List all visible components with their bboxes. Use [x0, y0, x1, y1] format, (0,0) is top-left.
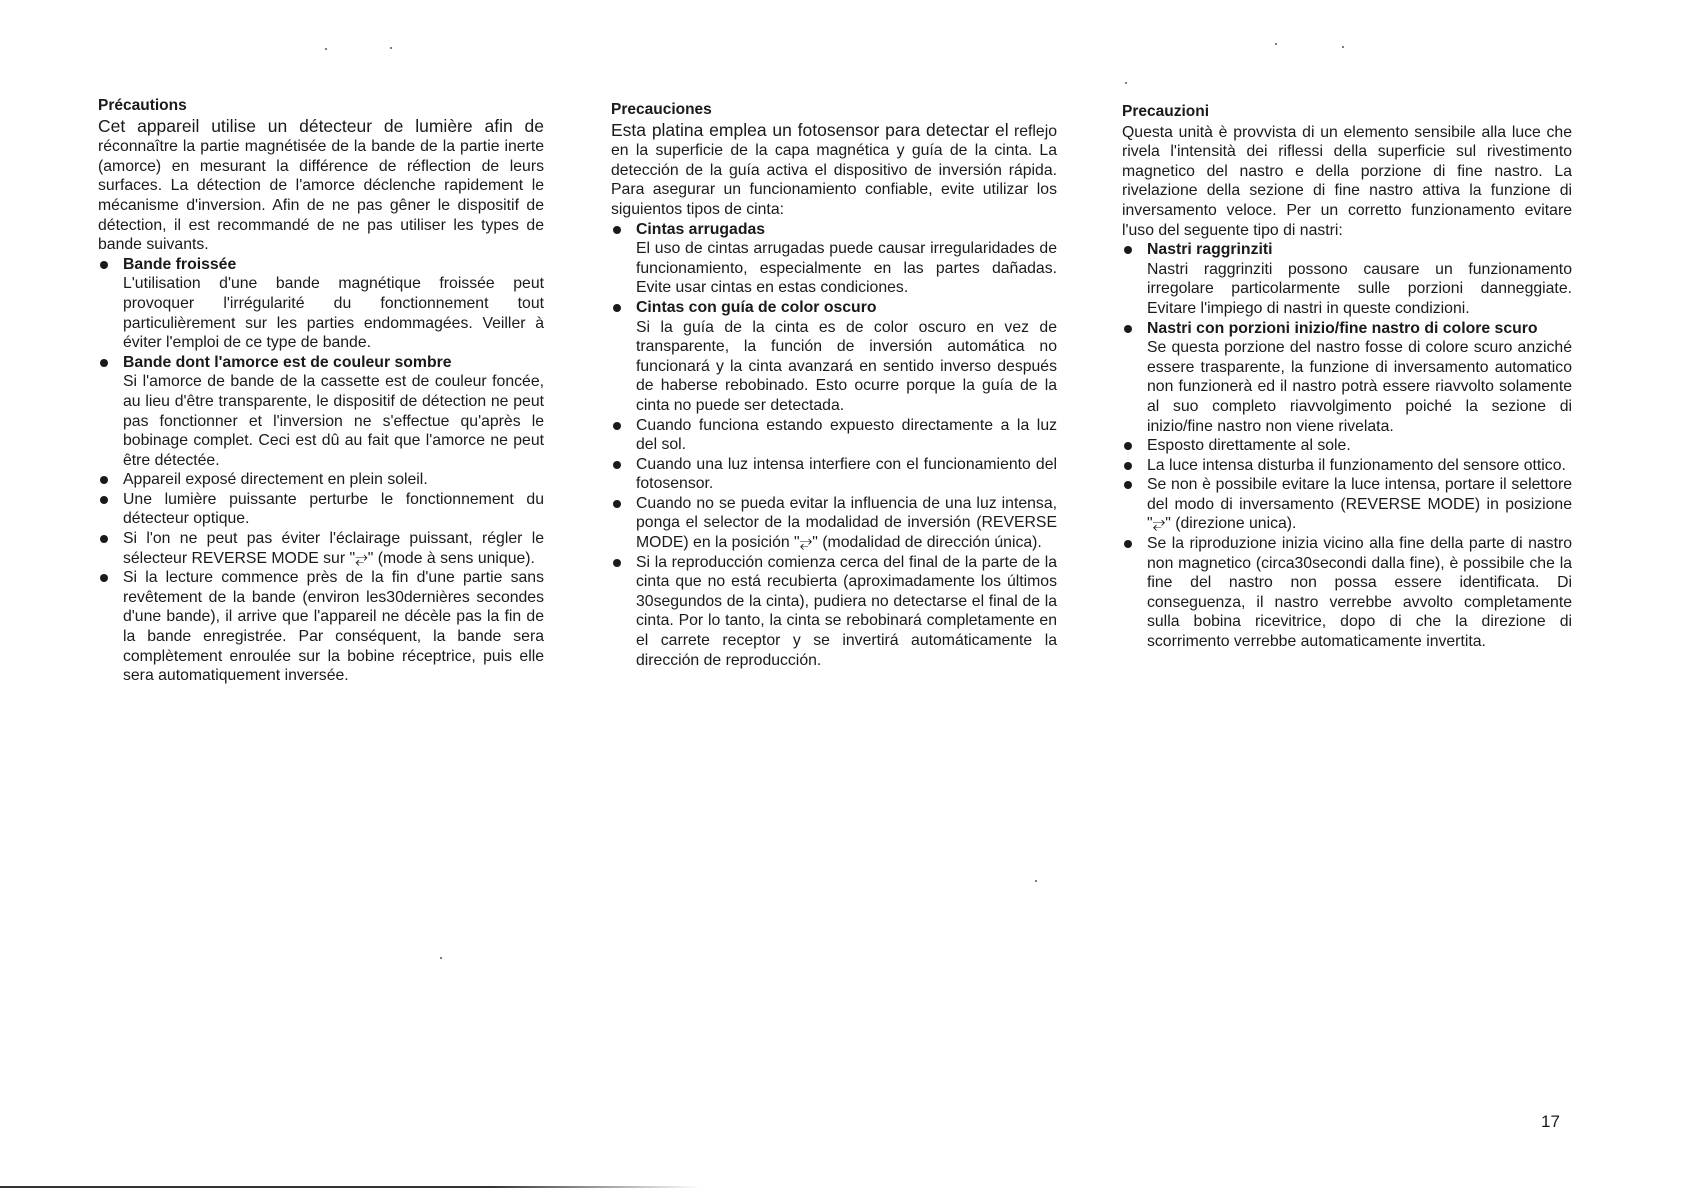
scan-speck — [390, 47, 392, 49]
column-italian — [1122, 102, 1572, 652]
item-text: Cuando no se pueda evitar la influencia de una luz intensa, ponga el selector de la modalidad de inversión (REVERSE MODE) en la posición "⥂" (modalidad de dirección única). — [636, 494, 1057, 552]
bullet-icon — [1124, 246, 1132, 254]
item-text: Se non è possibile evitare la luce intensa, portare il selettore del modo di inversamento (REVERSE MODE) in posizione "⥂" (direzione unica). — [1147, 476, 1572, 533]
list-item — [98, 470, 544, 490]
scan-speck — [325, 48, 327, 50]
bullet-icon — [613, 422, 621, 430]
intro-text: réconnaître la partie magnétisée de la bande de la partie inerte (amorce) en mesurant la différence de réflection de leurs surfaces. La détection de l'amorce déclenche rapidement le mécanisme d'inversion. Afin de ne pas gêner le dispositif de détection, il est recommandé de ne pas utiliser les types de bande suivants. — [98, 138, 544, 254]
item-text: Si l'amorce de bande de la cassette est de couleur foncée, au lieu d'être transparente, le dispositif de détection ne peut pas fonctionner et l'inversion ne s'effectue qu'après le bobinage complet. Ceci est dû au fait que l'amorce ne peut être détectée. — [123, 373, 544, 469]
intro-paragraph — [611, 121, 1057, 220]
section-heading: Precauciones — [611, 101, 712, 118]
list-item — [611, 455, 1057, 494]
list-item — [98, 529, 544, 568]
list-item — [1122, 475, 1572, 534]
intro-paragraph — [1122, 123, 1572, 241]
bullet-icon — [1124, 462, 1132, 470]
list-item — [1122, 240, 1572, 318]
list-item — [1122, 534, 1572, 652]
precaution-list — [1122, 240, 1572, 651]
scan-speck — [1035, 880, 1037, 882]
item-text: Cuando funciona estando expuesto directamente a la luz del sol. — [636, 416, 1057, 454]
item-title: Bande dont l'amorce est de couleur sombre — [123, 353, 452, 371]
bullet-icon — [100, 476, 108, 484]
intro-paragraph — [98, 117, 544, 255]
scan-speck — [1342, 46, 1344, 48]
list-item — [1122, 319, 1572, 437]
item-text: Une lumière puissante perturbe le fonctionnement du détecteur optique. — [123, 490, 544, 528]
item-text: Si la reproducción comienza cerca del final de la parte de la cinta que no está recubierta (aproximadamente los últimos 30segundos de la cinta), pudiera no detectarse el final de la cinta. Por lo tanto, la cinta se rebobinará completamente en el carrete receptor y se invertirá automáticamente la dirección de reproducción. — [636, 553, 1057, 669]
bullet-icon — [100, 535, 108, 543]
bullet-icon — [100, 261, 108, 269]
item-title: Cintas arrugadas — [636, 220, 766, 238]
item-text: Appareil exposé directement en plein soleil. — [123, 471, 428, 489]
intro-lead: Questa unità è provvista di un elemento sensibile alla — [1122, 123, 1507, 141]
list-item — [611, 494, 1057, 553]
item-text: Si l'on ne peut pas éviter l'éclairage puissant, régler le sélecteur REVERSE MODE sur "⥂" (mode à sens unique). — [123, 530, 544, 567]
intro-lead: Cet appareil utilise un détecteur de lumière afin de — [98, 115, 544, 136]
list-item — [98, 490, 544, 529]
bullet-icon — [613, 304, 621, 312]
item-text: El uso de cintas arrugadas puede causar irregularidades de funcionamiento, especialmente en las partes dañadas. Evite usar cintas en estas condiciones. — [636, 240, 1057, 297]
bullet-icon — [100, 359, 108, 367]
bullet-icon — [613, 500, 621, 508]
page-number: 17 — [1541, 1112, 1560, 1131]
list-item — [98, 353, 544, 471]
scan-edge-line — [0, 1186, 700, 1188]
bullet-icon — [100, 496, 108, 504]
bullet-icon — [1124, 481, 1132, 489]
item-text: Esposto direttamente al sole. — [1147, 437, 1351, 455]
bullet-icon — [1124, 442, 1132, 450]
bullet-icon — [613, 461, 621, 469]
precaution-list — [611, 220, 1057, 671]
column-french — [98, 96, 544, 686]
list-item — [1122, 456, 1572, 476]
intro-text: luce che rivela l'intensità dei riflessi della superficie sul rivestimento magnetico del nastro e della porzione di fine nastro. La rivelazione della sezione di fine nastro attiva la funzione di inversamento veloce. Per un corretto funzionamento evitare l'uso del seguente tipo di nastri: — [1122, 123, 1573, 239]
list-item — [611, 298, 1057, 416]
bullet-icon — [100, 574, 108, 582]
item-text: Nastri raggrinziti possono causare un funzionamento irregolare particolarmente sulle porzioni danneggiate. Evitare l'impiego di nastri in queste condizioni. — [1147, 260, 1572, 317]
list-item — [611, 553, 1057, 671]
section-heading: Precauzioni — [1122, 103, 1209, 120]
bullet-icon — [613, 559, 621, 567]
section-heading: Précautions — [98, 97, 187, 114]
intro-text: reflejo en la superficie de la capa magnética y guía de la cinta. La detección de la guía activa el dispositivo de inversión rápida. Para asegurar un funcionamiento confiable, evite utilizar los siguientos tipos de cinta: — [611, 122, 1057, 218]
item-text: Cuando una luz intensa interfiere con el funcionamiento del fotosensor. — [636, 455, 1057, 493]
scan-speck — [440, 957, 442, 959]
list-item — [611, 220, 1057, 298]
item-text: Se la riproduzione inizia vicino alla fine della parte di nastro non magnetico (circa30secondi dalla fine), è possibile che la fine del nastro non possa essere identificata. Di conseguenza, il nastro verrebbe avvolto completamente sulla bobina ricevitrice, dopo di che la direzione di scorrimento verrebbe automaticamente invertita. — [1147, 535, 1572, 651]
list-item — [611, 416, 1057, 455]
item-title: Cintas con guía de color oscuro — [636, 298, 877, 316]
list-item — [98, 568, 544, 686]
scan-speck — [1275, 43, 1277, 45]
item-text: Se questa porzione del nastro fosse di colore scuro anziché essere trasparente, la funzione di inversamento automatico non funzionerà ed il nastro potrà essere riavvolto solamente al suo completo riavvolgimento poiché la sezione di inizio/fine nastro non viene rivelata. — [1147, 339, 1572, 435]
list-item — [1122, 436, 1572, 456]
item-title: Nastri con porzioni inizio/fine nastro di colore scuro — [1147, 319, 1538, 337]
scan-speck — [1125, 82, 1127, 84]
intro-lead: Esta platina emplea un fotosensor para detectar el — [611, 119, 1009, 140]
item-text: L'utilisation d'une bande magnétique froissée peut provoquer l'irrégularité du fonctionnement tout particulièrement sur les parties endommagées. Veiller à éviter l'emploi de ce type de bande. — [123, 275, 544, 352]
item-text: Si la lecture commence près de la fin d'une partie sans revêtement de la bande (environ les30dernières secondes d'une bande), il arrive que l'appareil ne décèle pas la fin de la bande enregistrée. Par conséquent, la bande sera complètement enroulée sur la bobine réceptrice, puis elle sera automatiquement inversée. — [123, 569, 544, 685]
bullet-icon — [1124, 540, 1132, 548]
list-item — [98, 255, 544, 353]
item-text: La luce intensa disturba il funzionamento del sensore ottico. — [1147, 456, 1566, 474]
item-text: Si la guía de la cinta es de color oscuro en vez de transparente, la función de inversión automática no funcionará y la cinta avanzará en sentido inverso después de haberse rebobinado. Esto ocurre porque la guía de la cinta no puede ser detectada. — [636, 318, 1057, 414]
precaution-list — [98, 255, 544, 686]
bullet-icon — [613, 226, 621, 234]
bullet-icon — [1124, 325, 1132, 333]
item-title: Bande froissée — [123, 255, 237, 273]
column-spanish — [611, 100, 1057, 670]
item-title: Nastri raggrinziti — [1147, 241, 1273, 259]
